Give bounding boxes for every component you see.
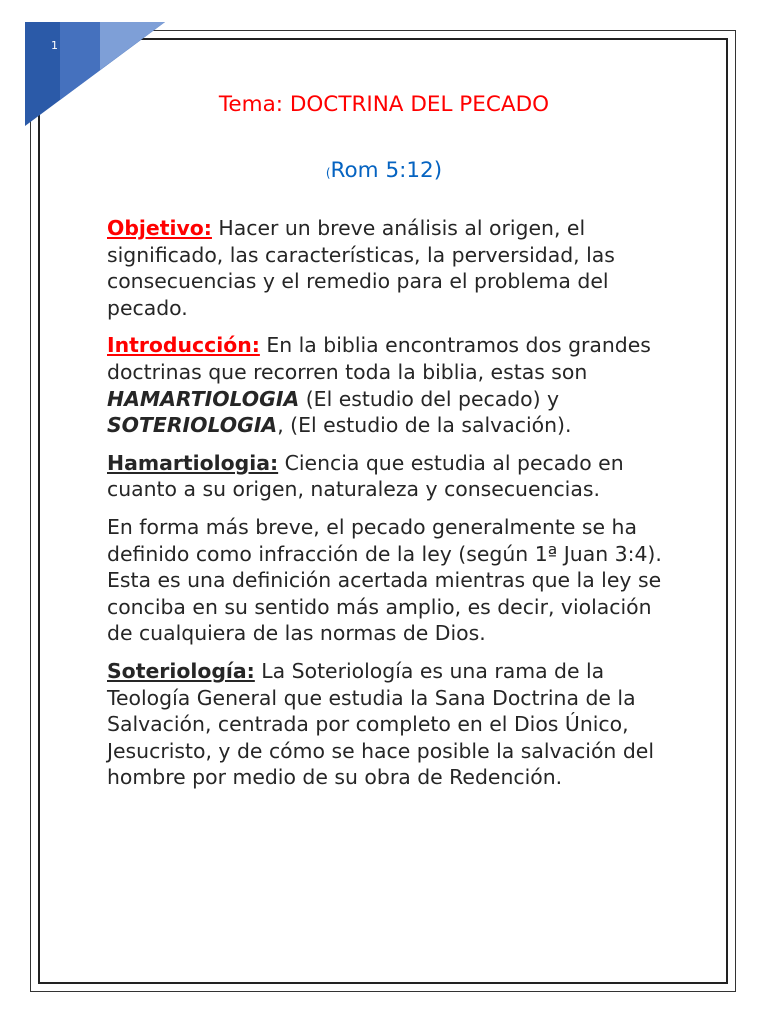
text-soteriologia: La Soteriología es una rama de la Teología General que estudia la Sana Doctrina de la Salvación, centrada por completo en el Dios Único, Jesucristo, y de cómo se hace posible la salvación del hombre por medio de su obra de Redención. (107, 658, 654, 790)
text-introduccion-3: , (El estudio de la salvación). (277, 413, 572, 438)
text-definicion: En forma más breve, el pecado generalmente se ha definido como infracción de la ley (según 1ª Juan 3:4). Esta es una definición acertada mientras que la ley se conciba en su sentido más amplio, es decir, violación de cualquiera de las normas de Dios. (107, 514, 662, 646)
paragraph-objetivo (107, 215, 677, 321)
corner-decoration (0, 0, 180, 140)
label-soteriologia: Soteriología: (107, 658, 255, 683)
label-introduccion: Introducción: (107, 333, 260, 358)
label-objetivo: Objetivo: (107, 216, 212, 240)
reference-open-paren: ( (325, 166, 331, 180)
paragraph-definicion (107, 514, 677, 647)
term-hamartiologia: HAMARTIOLOGIA (107, 386, 300, 411)
paragraph-hamartiologia (107, 450, 677, 503)
bible-reference[interactable] (0, 158, 768, 183)
document-body (107, 215, 677, 802)
text-objetivo: Hacer un breve análisis al origen, el significado, las características, la perversidad, las consecuencias y el remedio para el problema del pecado. (107, 216, 615, 320)
reference-text: Rom 5:12) (330, 158, 443, 183)
page-number: 1 (51, 39, 58, 52)
label-hamartiologia: Hamartiologia: (107, 450, 279, 475)
page-title: Tema: DOCTRINA DEL PECADO (218, 92, 550, 117)
paragraph-soteriologia (107, 658, 677, 791)
text-introduccion-2: (El estudio del pecado) y (299, 386, 560, 411)
text-hamartiologia: Ciencia que estudia al pecado en cuanto a su origen, naturaleza y consecuencias. (107, 450, 624, 502)
term-soteriologia: SOTERIOLOGIA (107, 413, 278, 438)
text-introduccion-1: En la biblia encontramos dos grandes doctrinas que recorren toda la biblia, estas son (107, 333, 651, 384)
paragraph-introduccion (107, 332, 677, 438)
